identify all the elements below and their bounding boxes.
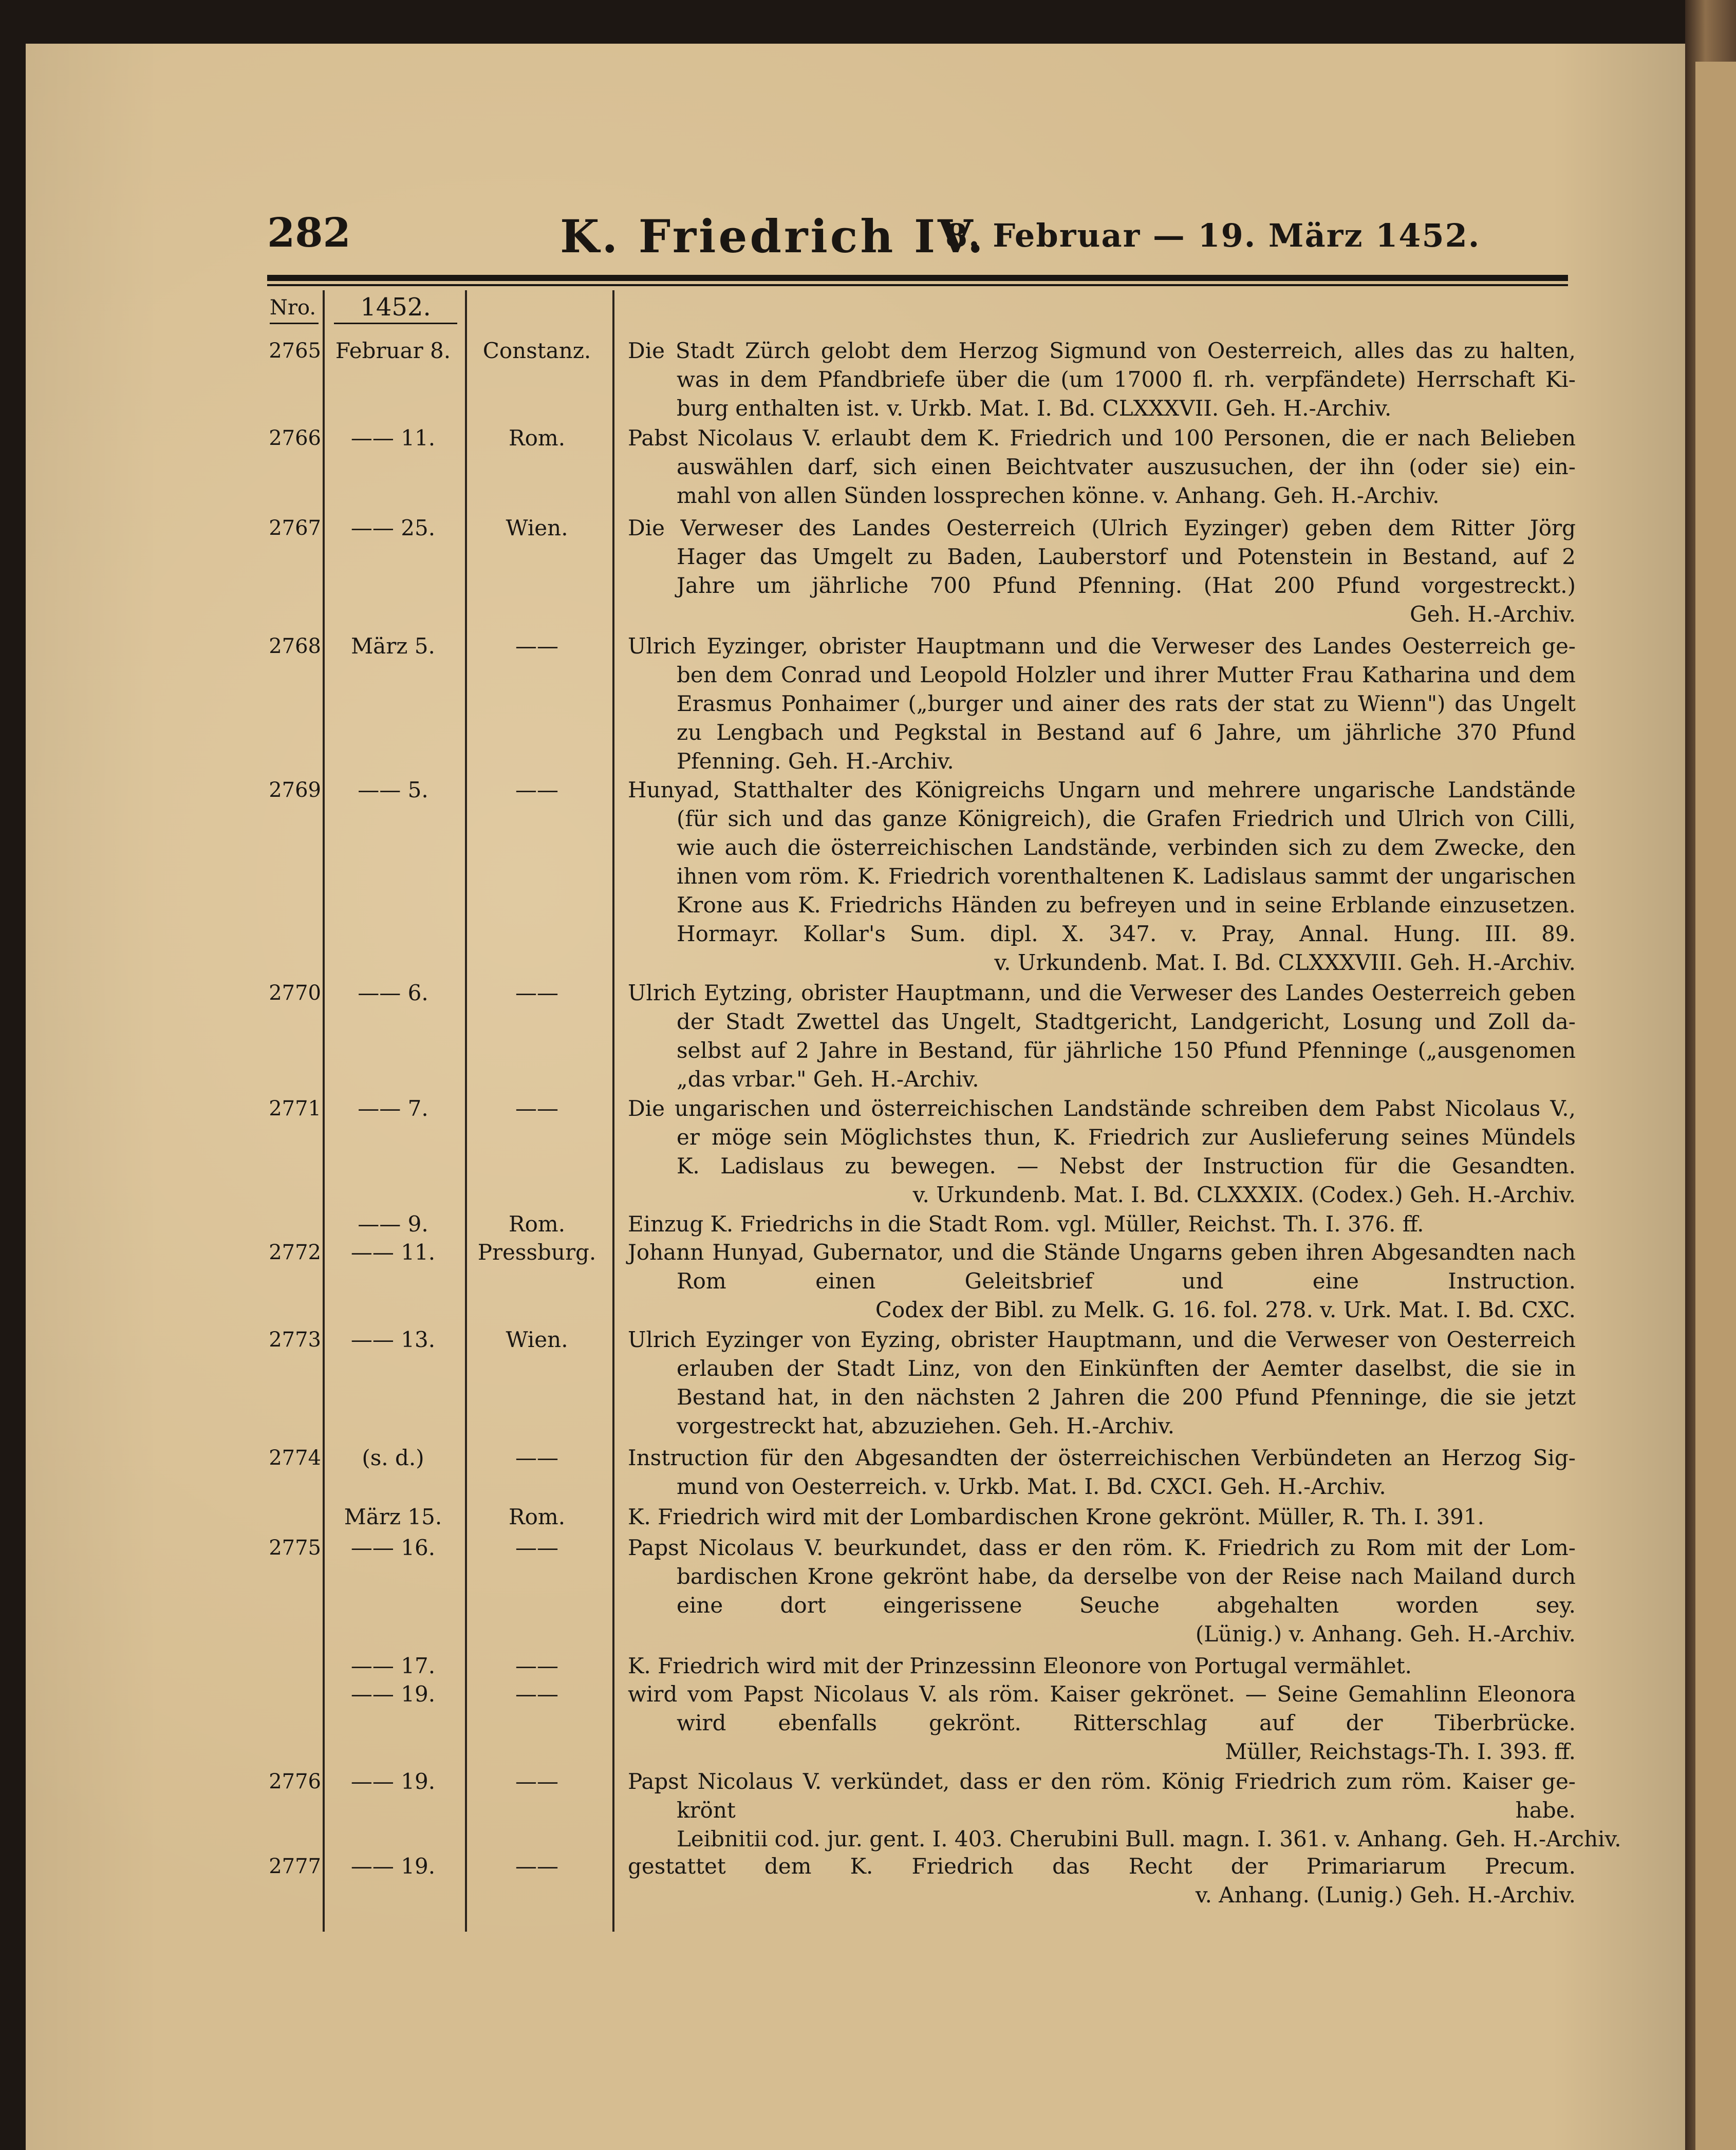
entry-number: 2774 (269, 1446, 321, 1470)
entry-place: —— (515, 980, 558, 1005)
entry-place: —— (515, 1445, 558, 1470)
entry-place: Constanz. (482, 338, 591, 363)
header-rule-thick (267, 275, 1568, 281)
entry-place: Pressburg. (477, 1240, 596, 1265)
entry-text-line: der Stadt Zwettel das Ungelt, Stadtgericht, Landgericht, Losung und Zoll da- (677, 1009, 1576, 1034)
entry-place: Wien. (506, 1327, 568, 1352)
entry-text-line: (für sich und das ganze Königreich), die Grafen Friedrich und Ulrich von Cilli, (677, 806, 1576, 831)
entry-place: Rom. (508, 1504, 566, 1529)
entry-text-line: burg enthalten ist. v. Urkb. Mat. I. Bd. CLXXXVII. Geh. H.-Archiv. (677, 396, 1392, 421)
entry-text-line: Johann Hunyad, Gubernator, und die Stände Ungarns geben ihren Abgesandten nach (628, 1240, 1576, 1265)
entry-number: 2772 (269, 1241, 321, 1264)
entry-text-line: Hunyad, Statthalter des Königreichs Ungarn und mehrere ungarische Landstände (628, 777, 1576, 802)
column-header-nro: Nro. (269, 296, 316, 320)
entry-place: —— (515, 1681, 558, 1707)
entry-text-line: Krone aus K. Friedrichs Händen zu befreyen und in seine Erblande einzusetzen. (677, 892, 1576, 918)
entry-date: März 5. (351, 633, 435, 659)
entry-date: —— 6. (358, 980, 428, 1005)
entry-text-line: Rom einen Geleitsbrief und eine Instruction. (677, 1268, 1576, 1294)
column-header-rule (270, 323, 319, 324)
entry-place: —— (515, 1096, 558, 1121)
entry-date: —— 9. (358, 1211, 428, 1237)
entry-text-line: Bestand hat, in den nächsten 2 Jahren die 200 Pfund Pfenninge, die sie jetzt (677, 1385, 1576, 1410)
entry-place: —— (515, 1854, 558, 1879)
entry-text-line: Pabst Nicolaus V. erlaubt dem K. Friedrich und 100 Personen, die er nach Belieben (628, 425, 1576, 451)
entry-date: Februar 8. (335, 338, 451, 363)
entry-text (628, 424, 1576, 510)
entry-text (628, 1238, 1576, 1324)
entry-number: 2770 (269, 981, 321, 1005)
entry-text (628, 1444, 1576, 1501)
entry-text-line: Codex der Bibl. zu Melk. G. 16. fol. 278. v. Urk. Mat. I. Bd. CXC. (875, 1297, 1576, 1322)
page-date-range: 8. Februar — 19. März 1452. (945, 217, 1481, 254)
entry-text (628, 336, 1576, 423)
entry-place: Rom. (508, 425, 566, 451)
entry-date: —— 16. (350, 1535, 436, 1560)
entry-text-line: v. Urkundenb. Mat. I. Bd. CLXXXIX. (Codex.) Geh. H.-Archiv. (912, 1182, 1576, 1207)
entry-text (628, 1503, 1576, 1531)
entry-date: —— 13. (350, 1327, 436, 1352)
entry-number: 2767 (269, 516, 321, 540)
entry-text-line: vorgestreckt hat, abzuziehen. Geh. H.-Archiv. (677, 1413, 1175, 1438)
entry-text-line: selbst auf 2 Jahre in Bestand, für jährliche 150 Pfund Pfenninge („ausgenomen (677, 1038, 1576, 1063)
entry-number: 2765 (269, 339, 321, 363)
entry-text (628, 1652, 1576, 1680)
entry-place: Rom. (508, 1211, 566, 1237)
entry-place: —— (515, 1535, 558, 1560)
entry-text-line: ihnen vom röm. K. Friedrich vorenthaltenen K. Ladislaus sammt der ungarischen (677, 864, 1576, 889)
entry-text-line: er möge sein Möglichstes thun, K. Friedrich zur Auslieferung seines Mündels (677, 1125, 1576, 1150)
entry-text-line: Hormayr. Kollar's Sum. dipl. X. 347. v. Pray, Annal. Hung. III. 89. (677, 921, 1576, 946)
entry-text-line: wird ebenfalls gekrönt. Ritterschlag auf der Tiberbrücke. (677, 1710, 1576, 1735)
entry-date: März 15. (344, 1504, 442, 1529)
column-header-year: 1452. (360, 293, 431, 322)
entry-number: 2769 (269, 778, 321, 802)
entry-text-line: mahl von allen Sünden lossprechen könne. v. Anhang. Geh. H.-Archiv. (677, 483, 1440, 508)
header-rule-thin (267, 284, 1568, 286)
column-divider (612, 290, 614, 1932)
entry-text-line: Ulrich Eyzinger von Eyzing, obrister Hauptmann, und die Verweser von Oesterreich (628, 1327, 1576, 1352)
entry-date: —— 17. (350, 1653, 436, 1678)
entry-text-line: K. Ladislaus zu bewegen. — Nebst der Instruction für die Gesandten. (677, 1153, 1576, 1179)
entry-date: —— 19. (350, 1854, 436, 1879)
entry-text-line: krönt habe. (677, 1798, 1576, 1823)
entry-number: 2775 (269, 1536, 321, 1560)
entry-text-line: „das vrbar." Geh. H.-Archiv. (677, 1067, 979, 1092)
entry-text-line: Ulrich Eyzinger, obrister Hauptmann und die Verweser des Landes Oesterreich ge- (628, 633, 1576, 659)
entry-text-line: (Lünig.) v. Anhang. Geh. H.-Archiv. (1195, 1621, 1576, 1647)
entry-number: 2773 (269, 1328, 321, 1352)
entry-date: —— 19. (350, 1769, 436, 1794)
entry-number: 2777 (269, 1855, 321, 1878)
entry-text-line: K. Friedrich wird mit der Prinzessinn Eleonore von Portugal vermählet. (628, 1653, 1412, 1678)
entry-date: —— 25. (350, 515, 436, 540)
entry-text (628, 1680, 1576, 1766)
entry-date: —— 5. (358, 777, 428, 802)
entry-text-line: Müller, Reichstags-Th. I. 393. ff. (1225, 1739, 1576, 1764)
entry-text (628, 632, 1576, 776)
entry-place: —— (515, 777, 558, 802)
entry-text-line: eine dort eingerissene Seuche abgehalten worden sey. (677, 1593, 1576, 1618)
entry-text-line: erlauben der Stadt Linz, von den Einkünften der Aemter daselbst, die sie in (677, 1356, 1576, 1381)
entry-text-line: Die ungarischen und österreichischen Landstände schreiben dem Pabst Nicolaus V., (628, 1096, 1576, 1121)
entry-text (628, 1767, 1621, 1854)
entry-date: —— 19. (350, 1681, 436, 1707)
entry-text-line: zu Lengbach und Pegkstal in Bestand auf 6 Jahre, um jährliche 370 Pfund (677, 720, 1576, 745)
next-page-edge (1695, 62, 1736, 2150)
entry-text (628, 776, 1576, 977)
entry-text-line: was in dem Pfandbriefe über die (um 17000 fl. rh. verpfändete) Herrschaft Ki- (677, 367, 1576, 392)
entry-text-line: Die Verweser des Landes Oesterreich (Ulrich Eyzinger) geben dem Ritter Jörg (628, 515, 1576, 540)
entry-text (628, 1852, 1576, 1910)
entry-place: —— (515, 1653, 558, 1678)
entry-date: (s. d.) (362, 1445, 424, 1470)
entry-text-line: wird vom Papst Nicolaus V. als röm. Kaiser gekrönet. — Seine Gemahlinn Eleonora (628, 1681, 1576, 1707)
entry-place: —— (515, 633, 558, 659)
entry-text-line: Erasmus Ponhaimer („burger und ainer des rats der stat zu Wienn") das Ungelt (677, 691, 1576, 716)
entry-text-line: Die Stadt Zürch gelobt dem Herzog Sigmund von Oesterreich, alles das zu halten, (628, 338, 1576, 363)
entry-text-line: Leibnitii cod. jur. gent. I. 403. Cherubini Bull. magn. I. 361. v. Anhang. Geh. H.-Archiv. (677, 1826, 1621, 1852)
entry-date: —— 11. (350, 1240, 436, 1265)
entry-text-line: auswählen darf, sich einen Beichtvater auszusuchen, der ihn (oder sie) ein- (677, 454, 1576, 479)
entry-text-line: Geh. H.-Archiv. (1410, 602, 1576, 627)
entry-text (628, 514, 1576, 629)
entry-text-line: wie auch die österreichischen Landstände, verbinden sich zu dem Zwecke, den (677, 835, 1576, 860)
entry-place: —— (515, 1769, 558, 1794)
entry-text (628, 1094, 1576, 1209)
running-header (267, 210, 1572, 266)
entry-text-line: v. Anhang. (Lunig.) Geh. H.-Archiv. (1195, 1882, 1576, 1908)
entry-text (628, 1325, 1576, 1441)
entry-place: Wien. (506, 515, 568, 540)
entry-number: 2776 (269, 1770, 321, 1793)
entry-text-line: Ulrich Eytzing, obrister Hauptmann, und die Verweser des Landes Oesterreich geben (628, 980, 1576, 1005)
entry-text-line: K. Friedrich wird mit der Lombardischen Krone gekrönt. Müller, R. Th. I. 391. (628, 1504, 1484, 1529)
entry-text-line: bardischen Krone gekrönt habe, da derselbe von der Reise nach Mailand durch (677, 1564, 1576, 1589)
page-title: K. Friedrich IV. (560, 210, 986, 263)
entry-text (628, 979, 1576, 1094)
entry-text-line: Jahre um jährliche 700 Pfund Pfenning. (Hat 200 Pfund vorgestreckt.) (677, 573, 1576, 598)
entry-text-line: Papst Nicolaus V. beurkundet, dass er den röm. K. Friedrich zu Rom mit der Lom- (628, 1535, 1576, 1560)
entry-text-line: mund von Oesterreich. v. Urkb. Mat. I. Bd. CXCI. Geh. H.-Archiv. (677, 1474, 1386, 1499)
entry-text-line: Instruction für den Abgesandten der österreichischen Verbündeten an Herzog Sig- (628, 1445, 1576, 1470)
column-header-rule (334, 323, 457, 324)
entry-number: 2766 (269, 426, 321, 450)
entry-text (628, 1534, 1576, 1649)
entry-text-line: Hager das Umgelt zu Baden, Lauberstorf und Potenstein in Bestand, auf 2 (677, 544, 1576, 569)
entry-date: —— 11. (350, 425, 436, 451)
entry-text-line: Papst Nicolaus V. verkündet, dass er den röm. König Friedrich zum röm. Kaiser ge- (628, 1769, 1576, 1794)
entry-text-line: Einzug K. Friedrichs in die Stadt Rom. vgl. Müller, Reichst. Th. I. 376. ff. (628, 1211, 1424, 1237)
page-number: 282 (267, 210, 351, 256)
entry-text-line: ben dem Conrad und Leopold Holzler und ihrer Mutter Frau Katharina und dem (677, 662, 1576, 687)
entry-date: —— 7. (358, 1096, 428, 1121)
entry-text-line: Pfenning. Geh. H.-Archiv. (677, 749, 954, 774)
entry-text (628, 1210, 1576, 1239)
entry-text-line: gestattet dem K. Friedrich das Recht der Primariarum Precum. (628, 1854, 1576, 1879)
entry-number: 2768 (269, 634, 321, 658)
entry-number: 2771 (269, 1097, 321, 1120)
entry-text-line: v. Urkundenb. Mat. I. Bd. CLXXXVIII. Geh. H.-Archiv. (994, 950, 1576, 975)
